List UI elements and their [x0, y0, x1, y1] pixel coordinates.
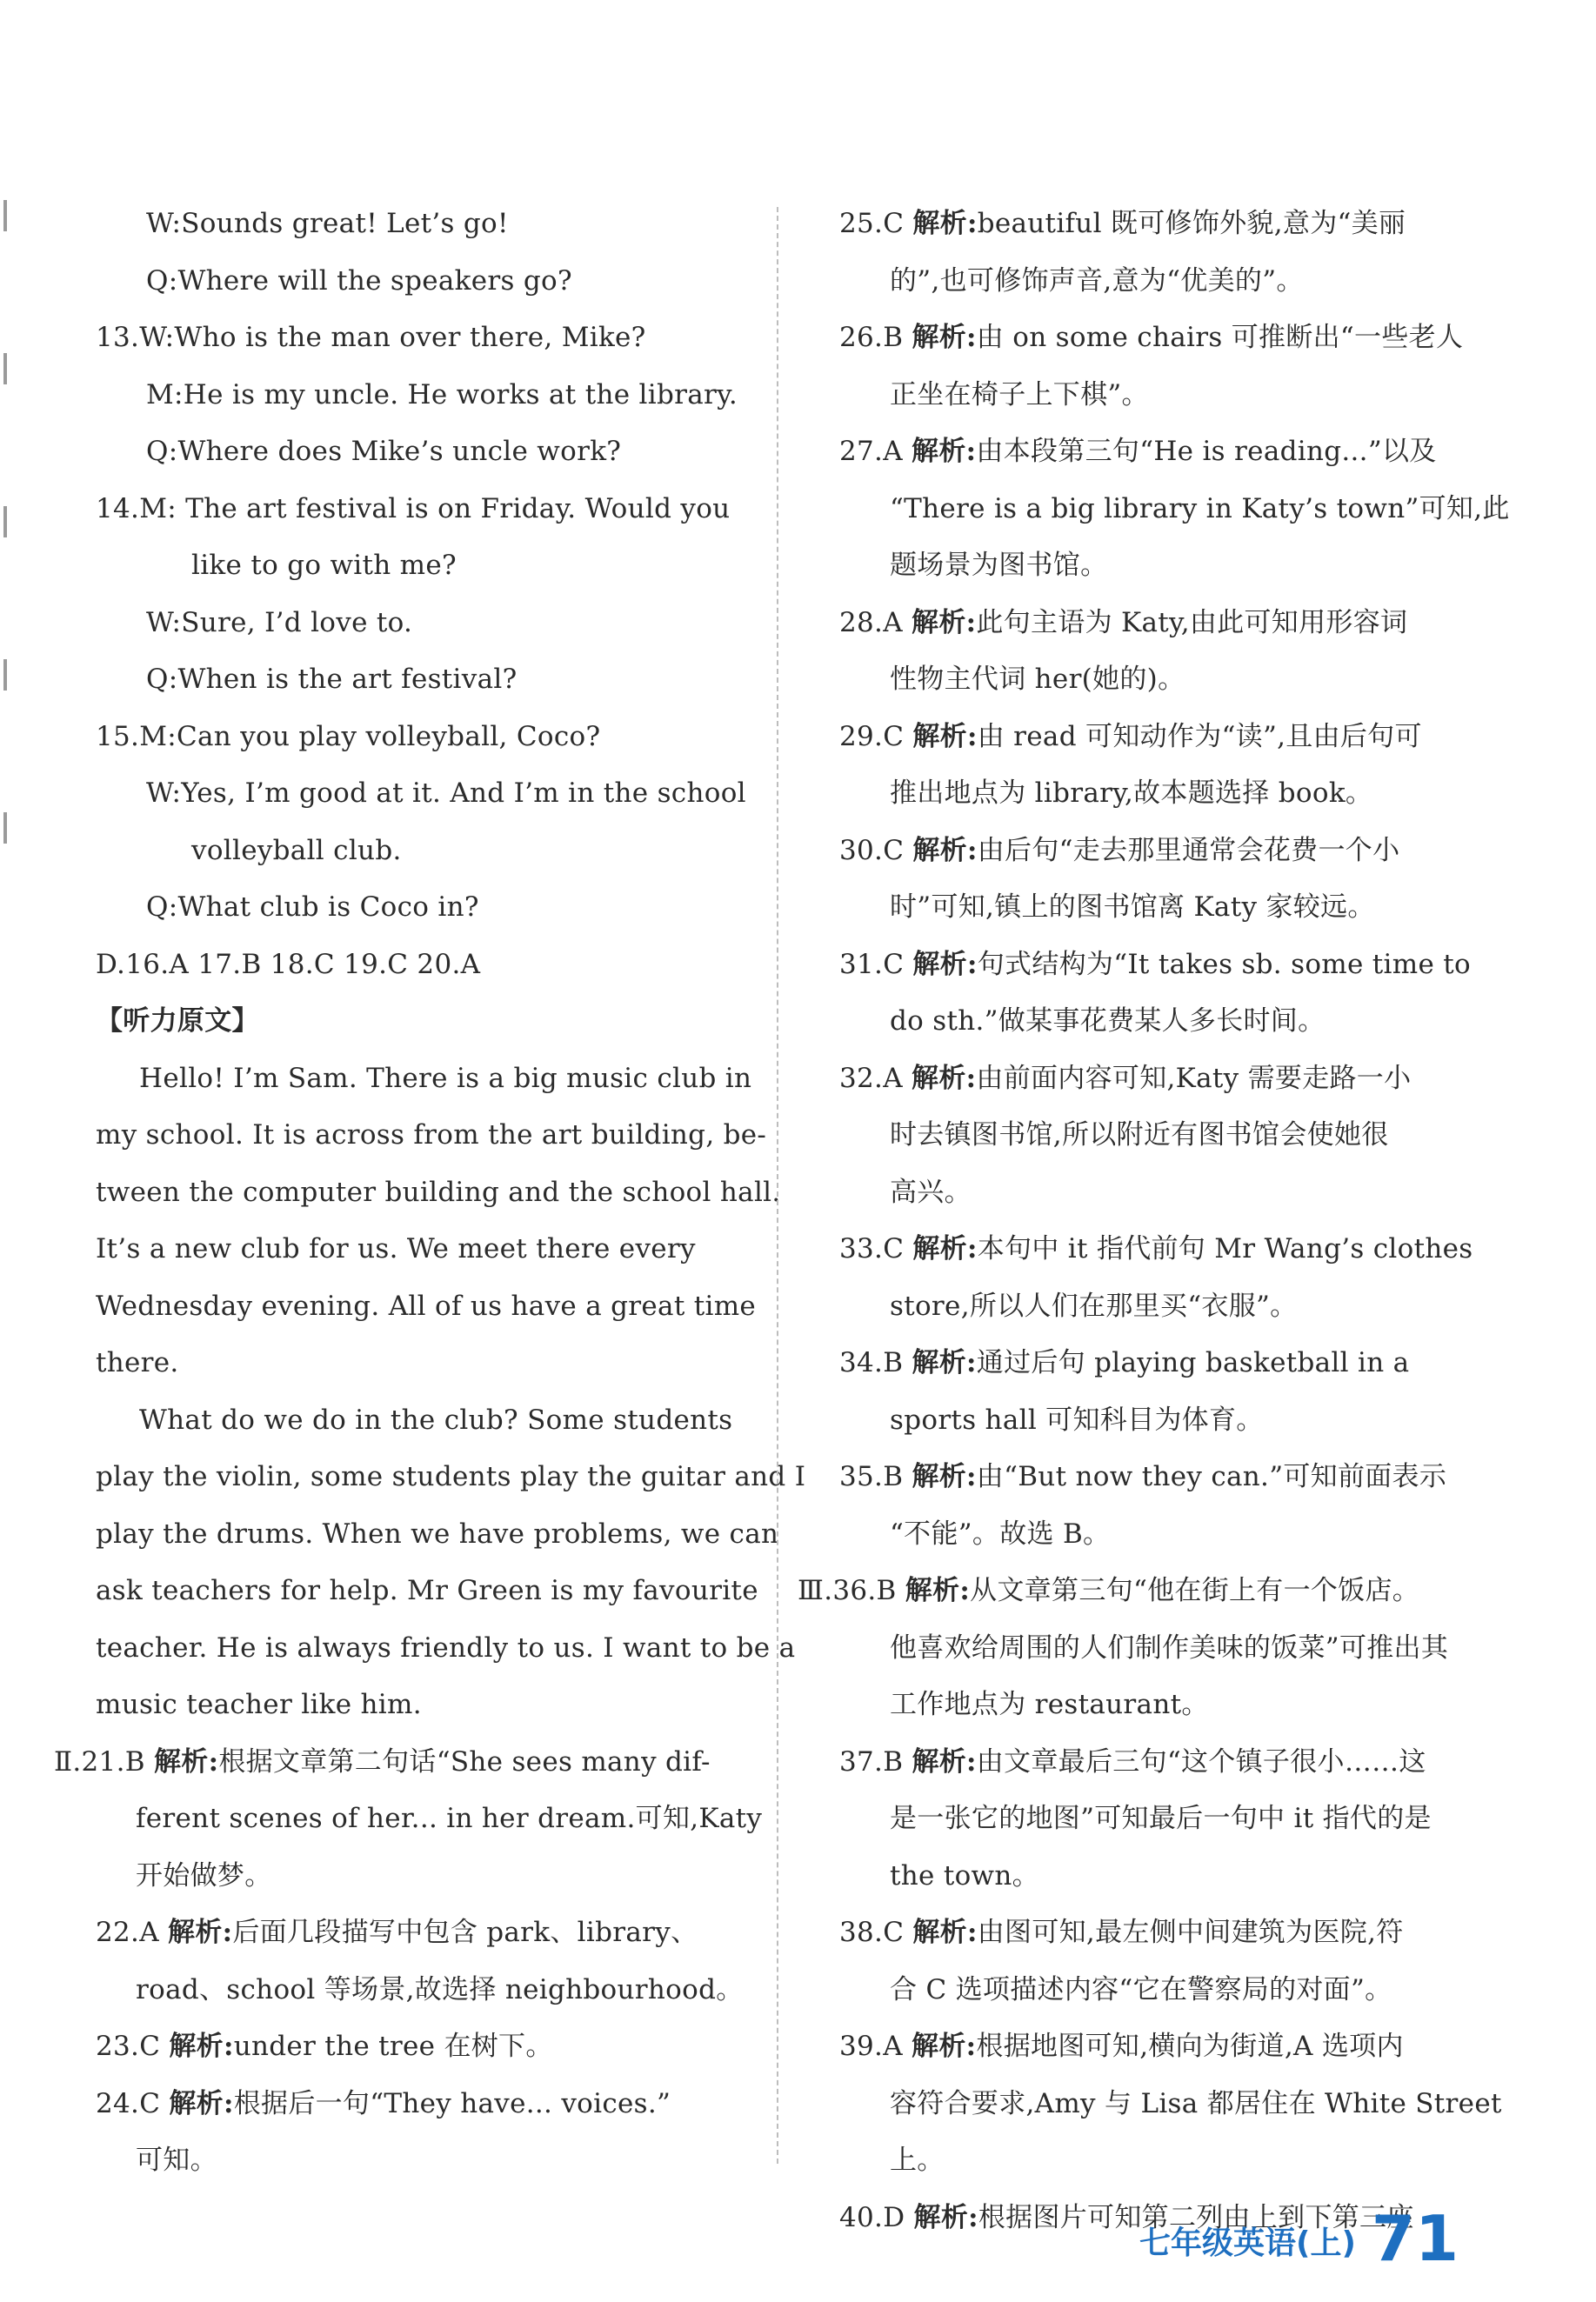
left-line: play the violin, some students play the guitar and I: [96, 1461, 806, 1492]
left-line: What do we do in the club? Some students: [139, 1404, 733, 1436]
left-line: M:He is my uncle. He works at the library.: [146, 378, 738, 410]
left-line: W:Sounds great! Let’s go!: [146, 208, 509, 239]
analysis-marker: 解析:: [169, 2031, 234, 2062]
right-line: 27.A 解析:由本段第三句“He is reading...”以及: [839, 436, 1437, 467]
left-line: D.16.A 17.B 18.C 19.C 20.A: [96, 948, 481, 980]
right-line: sports hall 可知科目为体育。: [890, 1404, 1264, 1436]
left-line: Q:Where will the speakers go?: [146, 264, 572, 297]
left-line: 23.C 解析:under the tree 在树下。: [96, 2031, 553, 2062]
right-line: 31.C 解析:句式结构为“It takes sb. some time to: [839, 948, 1471, 980]
right-line: 33.C 解析:本句中 it 指代前句 Mr Wang’s clothes: [839, 1233, 1473, 1264]
left-line: Q:When is the art festival?: [146, 664, 518, 695]
analysis-marker: 解析:: [912, 1347, 977, 1378]
right-line: 他喜欢给周围的人们制作美味的饭菜”可推出其: [890, 1631, 1449, 1664]
right-line: 26.B 解析:由 on some chairs 可推断出“一些老人: [839, 322, 1464, 353]
edge-mark: [3, 659, 7, 691]
left-line: tween the computer building and the school hall.: [96, 1176, 781, 1208]
analysis-marker: 解析:: [912, 436, 977, 467]
left-line: It’s a new club for us. We meet there every: [96, 1233, 696, 1264]
left-line: there.: [96, 1347, 179, 1378]
right-line: 的”,也可修饰声音,意为“优美的”。: [890, 264, 1304, 297]
left-line: W:Yes, I’m good at it. And I’m in the school: [146, 777, 746, 809]
right-line: 32.A 解析:由前面内容可知,Katy 需要走路一小: [839, 1062, 1412, 1094]
left-line: volleyball club.: [191, 834, 402, 866]
edge-mark: [3, 200, 7, 231]
analysis-marker: 解析:: [169, 2087, 234, 2119]
right-line: store,所以人们在那里买“衣服”。: [890, 1290, 1298, 1322]
analysis-marker: 解析:: [905, 1575, 971, 1606]
right-line: 合 C 选项描述内容“它在警察局的对面”。: [890, 1973, 1392, 2005]
right-line: 25.C 解析:beautiful 既可修饰外貌,意为“美丽: [839, 208, 1406, 239]
left-line: Ⅱ.21.B 解析:根据文章第二句话“She sees many dif-: [54, 1745, 711, 1778]
analysis-marker: 解析:: [912, 948, 978, 980]
page-footer: [1139, 2192, 1459, 2275]
left-column: [54, 196, 806, 2190]
left-line: music teacher like him.: [96, 1689, 422, 1720]
analysis-marker: 解析:: [912, 322, 977, 353]
analysis-marker: 解析:: [153, 1745, 219, 1778]
left-line: 可知。: [136, 2145, 217, 2176]
left-line: play the drums. When we have problems, we can: [96, 1518, 779, 1550]
right-line: 时”可知,镇上的图书馆离 Katy 家较远。: [890, 891, 1375, 923]
right-column: [798, 196, 1510, 2246]
analysis-marker: 解析:: [912, 1745, 977, 1778]
left-line: 14.M: The art festival is on Friday. Would you: [96, 492, 731, 524]
page-number: 71: [1371, 2202, 1459, 2275]
right-line: 工作地点为 restaurant。: [890, 1689, 1209, 1720]
right-line: do sth.”做某事花费某人多长时间。: [890, 1005, 1326, 1037]
analysis-marker: 解析:: [912, 1233, 978, 1264]
analysis-marker: 解析:: [912, 606, 977, 638]
left-line: ask teachers for help. Mr Green is my favourite: [96, 1575, 758, 1606]
right-line: 时去镇图书馆,所以附近有图书馆会使她很: [890, 1119, 1389, 1151]
analysis-marker: 解析:: [912, 834, 978, 866]
edge-mark: [3, 506, 7, 537]
right-line: “不能”。故选 B。: [890, 1518, 1111, 1550]
binding-edge-marks: [0, 200, 12, 965]
edge-mark: [3, 812, 7, 844]
left-line: teacher. He is always friendly to us. I want to be a: [96, 1631, 796, 1664]
right-line: 上。: [890, 2145, 945, 2176]
left-line: 22.A 解析:后面几段描写中包含 park、library、: [96, 1917, 698, 1948]
left-line: Q:Where does Mike’s uncle work?: [146, 436, 622, 467]
right-line: “There is a big library in Katy’s town”可知,此: [890, 492, 1510, 524]
right-line: 题场景为图书馆。: [890, 550, 1108, 581]
right-line: 29.C 解析:由 read 可知动作为“读”,且由后句可: [839, 720, 1422, 752]
left-line: 【听力原文】: [96, 1005, 259, 1037]
right-line: 30.C 解析:由后句“走去那里通常会花费一个小: [839, 834, 1400, 866]
right-line: 39.A 解析:根据地图可知,横向为街道,A 选项内: [839, 2031, 1404, 2062]
left-line: like to go with me?: [191, 550, 457, 581]
left-line: my school. It is across from the art building, be-: [96, 1119, 767, 1151]
analysis-marker: 解析:: [912, 2031, 977, 2062]
grade-subject-label: 七年级英语(上): [1139, 2225, 1356, 2261]
column-divider: [777, 207, 778, 2164]
right-line: 容符合要求,Amy 与 Lisa 都居住在 White Street: [890, 2087, 1502, 2119]
left-line: 24.C 解析:根据后一句“They have... voices.”: [96, 2087, 671, 2119]
right-line: 40.D 解析:根据图片可知第二列由上到下第三座: [839, 2201, 1414, 2233]
analysis-marker: 解析:: [912, 1917, 978, 1948]
edge-mark: [3, 353, 7, 384]
analysis-marker: 解析:: [912, 1062, 977, 1094]
right-line: 35.B 解析:由“But now they can.”可知前面表示: [839, 1461, 1447, 1492]
analysis-marker: 解析:: [912, 1461, 977, 1492]
right-line: 高兴。: [890, 1176, 972, 1208]
right-line: 性物主代词 her(她的)。: [890, 664, 1185, 695]
right-line: Ⅲ.36.B 解析:从文章第三句“他在街上有一个饭店。: [798, 1575, 1420, 1606]
left-line: Q:What club is Coco in?: [146, 891, 479, 923]
right-line: 34.B 解析:通过后句 playing basketball in a: [839, 1347, 1410, 1378]
right-line: 是一张它的地图”可知最后一句中 it 指代的是: [890, 1803, 1432, 1834]
analysis-marker: 解析:: [912, 208, 978, 239]
right-line: 28.A 解析:此句主语为 Katy,由此可知用形容词: [839, 606, 1408, 638]
analysis-marker: 解析:: [168, 1917, 233, 1948]
left-line: W:Sure, I’d love to.: [146, 606, 413, 638]
left-line: 15.M:Can you play volleyball, Coco?: [96, 720, 601, 752]
right-line: 38.C 解析:由图可知,最左侧中间建筑为医院,符: [839, 1917, 1404, 1948]
left-line: road、school 等场景,故选择 neighbourhood。: [136, 1973, 744, 2005]
analysis-marker: 解析:: [913, 2201, 978, 2233]
left-line: 13.W:Who is the man over there, Mike?: [96, 322, 646, 353]
right-line: 37.B 解析:由文章最后三句“这个镇子很小……这: [839, 1745, 1426, 1778]
analysis-marker: 解析:: [912, 720, 978, 752]
left-line: 开始做梦。: [136, 1859, 272, 1892]
left-line: Wednesday evening. All of us have a great time: [96, 1290, 757, 1322]
right-line: 正坐在椅子上下棋”。: [890, 378, 1149, 410]
left-line: ferent scenes of her... in her dream.可知,Katy: [136, 1803, 763, 1834]
left-line: Hello! I’m Sam. There is a big music club in: [139, 1062, 752, 1094]
right-line: the town。: [890, 1859, 1039, 1892]
right-line: 推出地点为 library,故本题选择 book。: [890, 777, 1373, 809]
